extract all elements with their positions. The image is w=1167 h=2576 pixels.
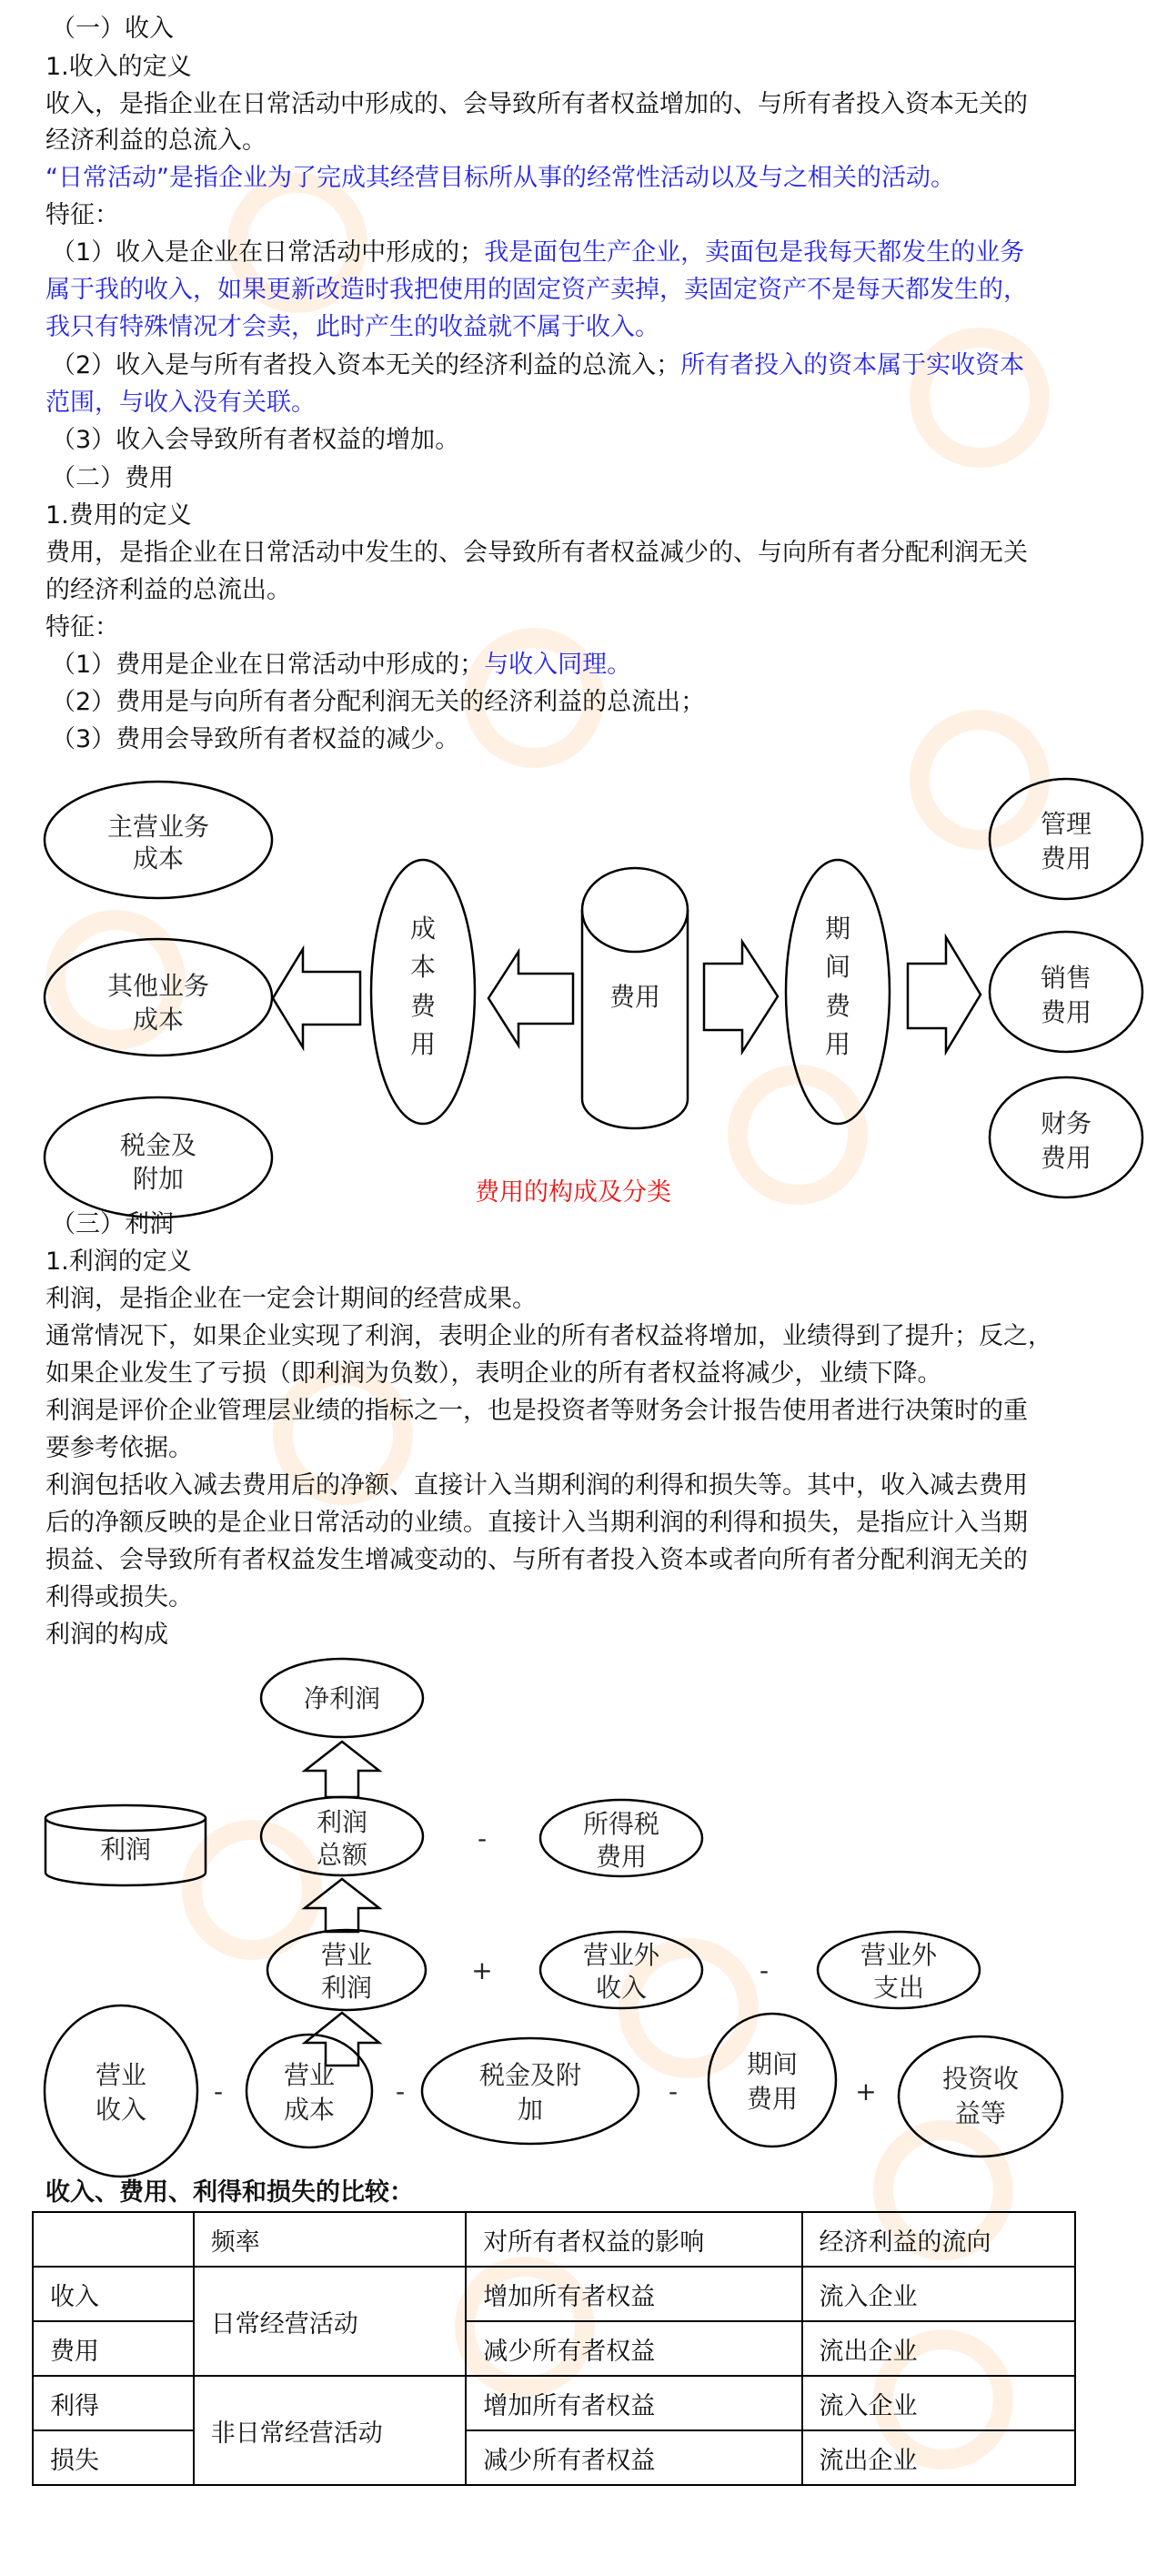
income-tax-l2: 费用	[595, 1842, 648, 1872]
taxes-surcharges-l1: 税金及	[119, 1130, 197, 1160]
expense-features-label: 特征：	[45, 613, 119, 641]
operator-plus-2: +	[855, 2076, 877, 2106]
table-row	[33, 2321, 1075, 2376]
investment-income-l1: 投资收	[941, 2064, 1020, 2094]
profit-paragraph-4-line-2: 后的净额反映的是企业日常活动的业绩。直接计入当期利润的利得和损失，是指应计入当期	[45, 1509, 1028, 1537]
net-profit-label: 净利润	[303, 1683, 381, 1713]
table-cell-effect: 减少所有者权益	[466, 2430, 801, 2485]
other-business-cost-l1: 其他业务	[106, 971, 210, 1001]
profit-paragraph-4-line-4: 利得或损失。	[45, 1583, 193, 1611]
table-cell-flow: 流入企业	[802, 2376, 1075, 2430]
period-expense-char-1: 期	[824, 914, 851, 944]
income-feature-2	[51, 349, 1024, 382]
operator-minus-3: -	[213, 2076, 224, 2106]
profit-definition-title: 1.利润的定义	[45, 1248, 192, 1276]
operator-plus-1: +	[471, 1955, 493, 1985]
period-expense-char-4: 用	[824, 1029, 851, 1059]
cost-expense-char-2: 本	[409, 952, 437, 982]
non-operating-expense-l1: 营业外	[860, 1940, 938, 1970]
daily-activity-note: “日常活动”是指企业为了完成其经营目标所从事的经常性活动以及与之相关的活动。	[45, 164, 955, 192]
expense-definition-title: 1.费用的定义	[45, 501, 192, 530]
expense-definition-line-1: 费用，是指企业在日常活动中发生的、会导致所有者权益减少的、与向所有者分配利润无关	[45, 539, 1028, 567]
expense-center-label: 费用	[609, 982, 661, 1012]
operator-minus-2: -	[759, 1955, 770, 1985]
period-expense-l2: 费用	[746, 2084, 799, 2114]
income-feature-3: （3）收入会导致所有者权益的增加。	[51, 426, 460, 454]
period-expense-l1: 期间	[746, 2049, 799, 2079]
income-feature-2-note-line-2: 范围，与收入没有关联。	[45, 389, 316, 417]
expense-feature-1-note: 与收入同理。	[484, 651, 632, 679]
total-profit-l1: 利润	[316, 1807, 368, 1837]
section-heading-profit: （三）利润	[51, 1210, 174, 1238]
operator-minus-4: -	[395, 2076, 406, 2106]
profit-paragraph-2-line-1: 通常情况下，如果企业实现了利润，表明企业的所有者权益将增加，业绩得到了提升；反之，	[45, 1322, 1052, 1350]
comparison-table	[32, 2211, 1076, 2486]
income-tax-l1: 所得税	[582, 1809, 660, 1839]
profit-paragraph-3-line-1: 利润是评价企业管理层业绩的指标之一，也是投资者等财务会计报告使用者进行决策时的重	[45, 1397, 1028, 1425]
cost-expense-char-1: 成	[409, 914, 437, 944]
income-features-label: 特征：	[45, 201, 119, 229]
income-feature-1-note: 我是面包生产企业，卖面包是我每天都发生的业务	[484, 238, 1025, 267]
expense-diagram-caption: 费用的构成及分类	[475, 1178, 671, 1207]
operating-revenue-l2: 收入	[95, 2095, 147, 2125]
profit-paragraph-4-line-1: 利润包括收入减去费用后的净额、直接计入当期利润的利得和损失等。其中，收入减去费用	[45, 1471, 1028, 1500]
total-profit-l2: 总额	[316, 1840, 368, 1870]
taxes-surcharges-l2: 加	[517, 2095, 544, 2125]
non-operating-income-l2: 收入	[595, 1973, 648, 2003]
expense-feature-1	[51, 649, 631, 682]
profit-paragraph-4-line-3: 损益、会导致所有者权益发生增减变动的、与所有者投入资本或者向所有者分配利润无关的	[45, 1546, 1028, 1574]
non-operating-income-l1: 营业外	[582, 1940, 660, 1970]
section-heading-income: （一）收入	[51, 15, 174, 43]
table-cell-item: 费用	[33, 2321, 194, 2376]
admin-expense-l2: 费用	[1040, 844, 1092, 874]
income-feature-1-note-line-2: 属于我的收入，如果更新改造时我把使用的固定资产卖掉，卖固定资产不是每天都发生的，	[45, 276, 1028, 304]
table-row	[33, 2430, 1075, 2485]
cost-expense-char-3: 费	[409, 991, 437, 1021]
table-header-row	[33, 2212, 1075, 2267]
operating-cost-l2: 成本	[283, 2095, 336, 2125]
finance-expense-l2: 费用	[1040, 1143, 1092, 1173]
section-heading-expense: （二）费用	[51, 464, 174, 492]
table-header-cell: 经济利益的流向	[802, 2212, 1075, 2267]
income-definition-line-1: 收入，是指企业在日常活动中形成的、会导致所有者权益增加的、与所有者投入资本无关的	[45, 90, 1028, 118]
table-row	[33, 2376, 1075, 2430]
operating-profit-l1: 营业	[320, 1940, 373, 1970]
table-cell-flow: 流出企业	[802, 2430, 1075, 2485]
profit-paragraph-1: 利润，是指企业在一定会计期间的经营成果。	[45, 1285, 537, 1313]
table-cell-effect: 减少所有者权益	[466, 2321, 801, 2376]
table-cell-item: 收入	[33, 2267, 194, 2321]
income-definition-line-2: 经济利益的总流入。	[45, 126, 267, 155]
taxes-surcharges-l2: 附加	[132, 1164, 185, 1194]
profit-cylinder-label: 利润	[99, 1834, 152, 1864]
income-feature-1-text: （1）收入是企业在日常活动中形成的；	[51, 238, 485, 267]
income-feature-1-note-line-3: 我只有特殊情况才会卖，此时产生的收益就不属于收入。	[45, 313, 659, 341]
table-cell-item: 损失	[33, 2430, 194, 2485]
table-cell-item: 利得	[33, 2376, 194, 2430]
expense-feature-1-text: （1）费用是企业在日常活动中形成的；	[51, 651, 485, 679]
table-cell-frequency: 日常经营活动	[194, 2267, 466, 2376]
operating-cost-l1: 营业	[283, 2060, 336, 2090]
table-cell-flow: 流出企业	[802, 2321, 1075, 2376]
income-feature-2-text: （2）收入是与所有者投入资本无关的经济利益的总流入；	[51, 351, 681, 379]
income-feature-2-note: 所有者投入的资本属于实收资本	[680, 351, 1025, 379]
period-expense-char-2: 间	[824, 952, 851, 982]
income-definition-title: 1.收入的定义	[45, 53, 192, 81]
expense-feature-2: （2）费用是与向所有者分配利润无关的经济利益的总流出；	[51, 688, 706, 716]
table-cell-effect: 增加所有者权益	[466, 2267, 801, 2321]
comparison-title: 收入、费用、利得和损失的比较：	[45, 2178, 414, 2207]
main-business-cost-l1: 主营业务	[106, 812, 210, 842]
non-operating-expense-l2: 支出	[872, 1973, 925, 2003]
finance-expense-l1: 财务	[1040, 1108, 1092, 1138]
cost-expense-char-4: 用	[409, 1029, 437, 1059]
other-business-cost-l2: 成本	[132, 1005, 185, 1035]
operator-minus-1: -	[477, 1823, 488, 1854]
income-feature-1	[51, 237, 1024, 269]
period-expense-char-3: 费	[824, 991, 851, 1021]
table-header-cell: 对所有者权益的影响	[466, 2212, 801, 2267]
profit-paragraph-3-line-2: 要参考依据。	[45, 1434, 193, 1462]
table-row	[33, 2267, 1075, 2321]
investment-income-l2: 益等	[954, 2098, 1007, 2128]
expense-definition-line-2: 的经济利益的总流出。	[45, 576, 291, 604]
profit-composition-label: 利润的构成	[45, 1621, 168, 1649]
table-header-cell: 频率	[194, 2212, 466, 2267]
table-header-cell	[33, 2212, 194, 2267]
operating-revenue-l1: 营业	[95, 2060, 147, 2090]
main-business-cost-l2: 成本	[132, 844, 185, 874]
table-cell-flow: 流入企业	[802, 2267, 1075, 2321]
expense-feature-3: （3）费用会导致所有者权益的减少。	[51, 725, 460, 753]
profit-composition-diagram	[0, 1656, 1167, 2193]
taxes-surcharges-l1: 税金及附	[478, 2060, 582, 2090]
table-cell-effect: 增加所有者权益	[466, 2376, 801, 2430]
operating-profit-l2: 利润	[320, 1973, 373, 2003]
operator-minus-5: -	[668, 2076, 679, 2106]
selling-expense-l1: 销售	[1040, 963, 1092, 993]
table-cell-frequency: 非日常经营活动	[194, 2376, 466, 2485]
profit-paragraph-2-line-2: 如果企业发生了亏损（即利润为负数），表明企业的所有者权益将减少，业绩下降。	[45, 1359, 942, 1388]
admin-expense-l1: 管理	[1040, 809, 1092, 839]
selling-expense-l2: 费用	[1040, 997, 1092, 1027]
